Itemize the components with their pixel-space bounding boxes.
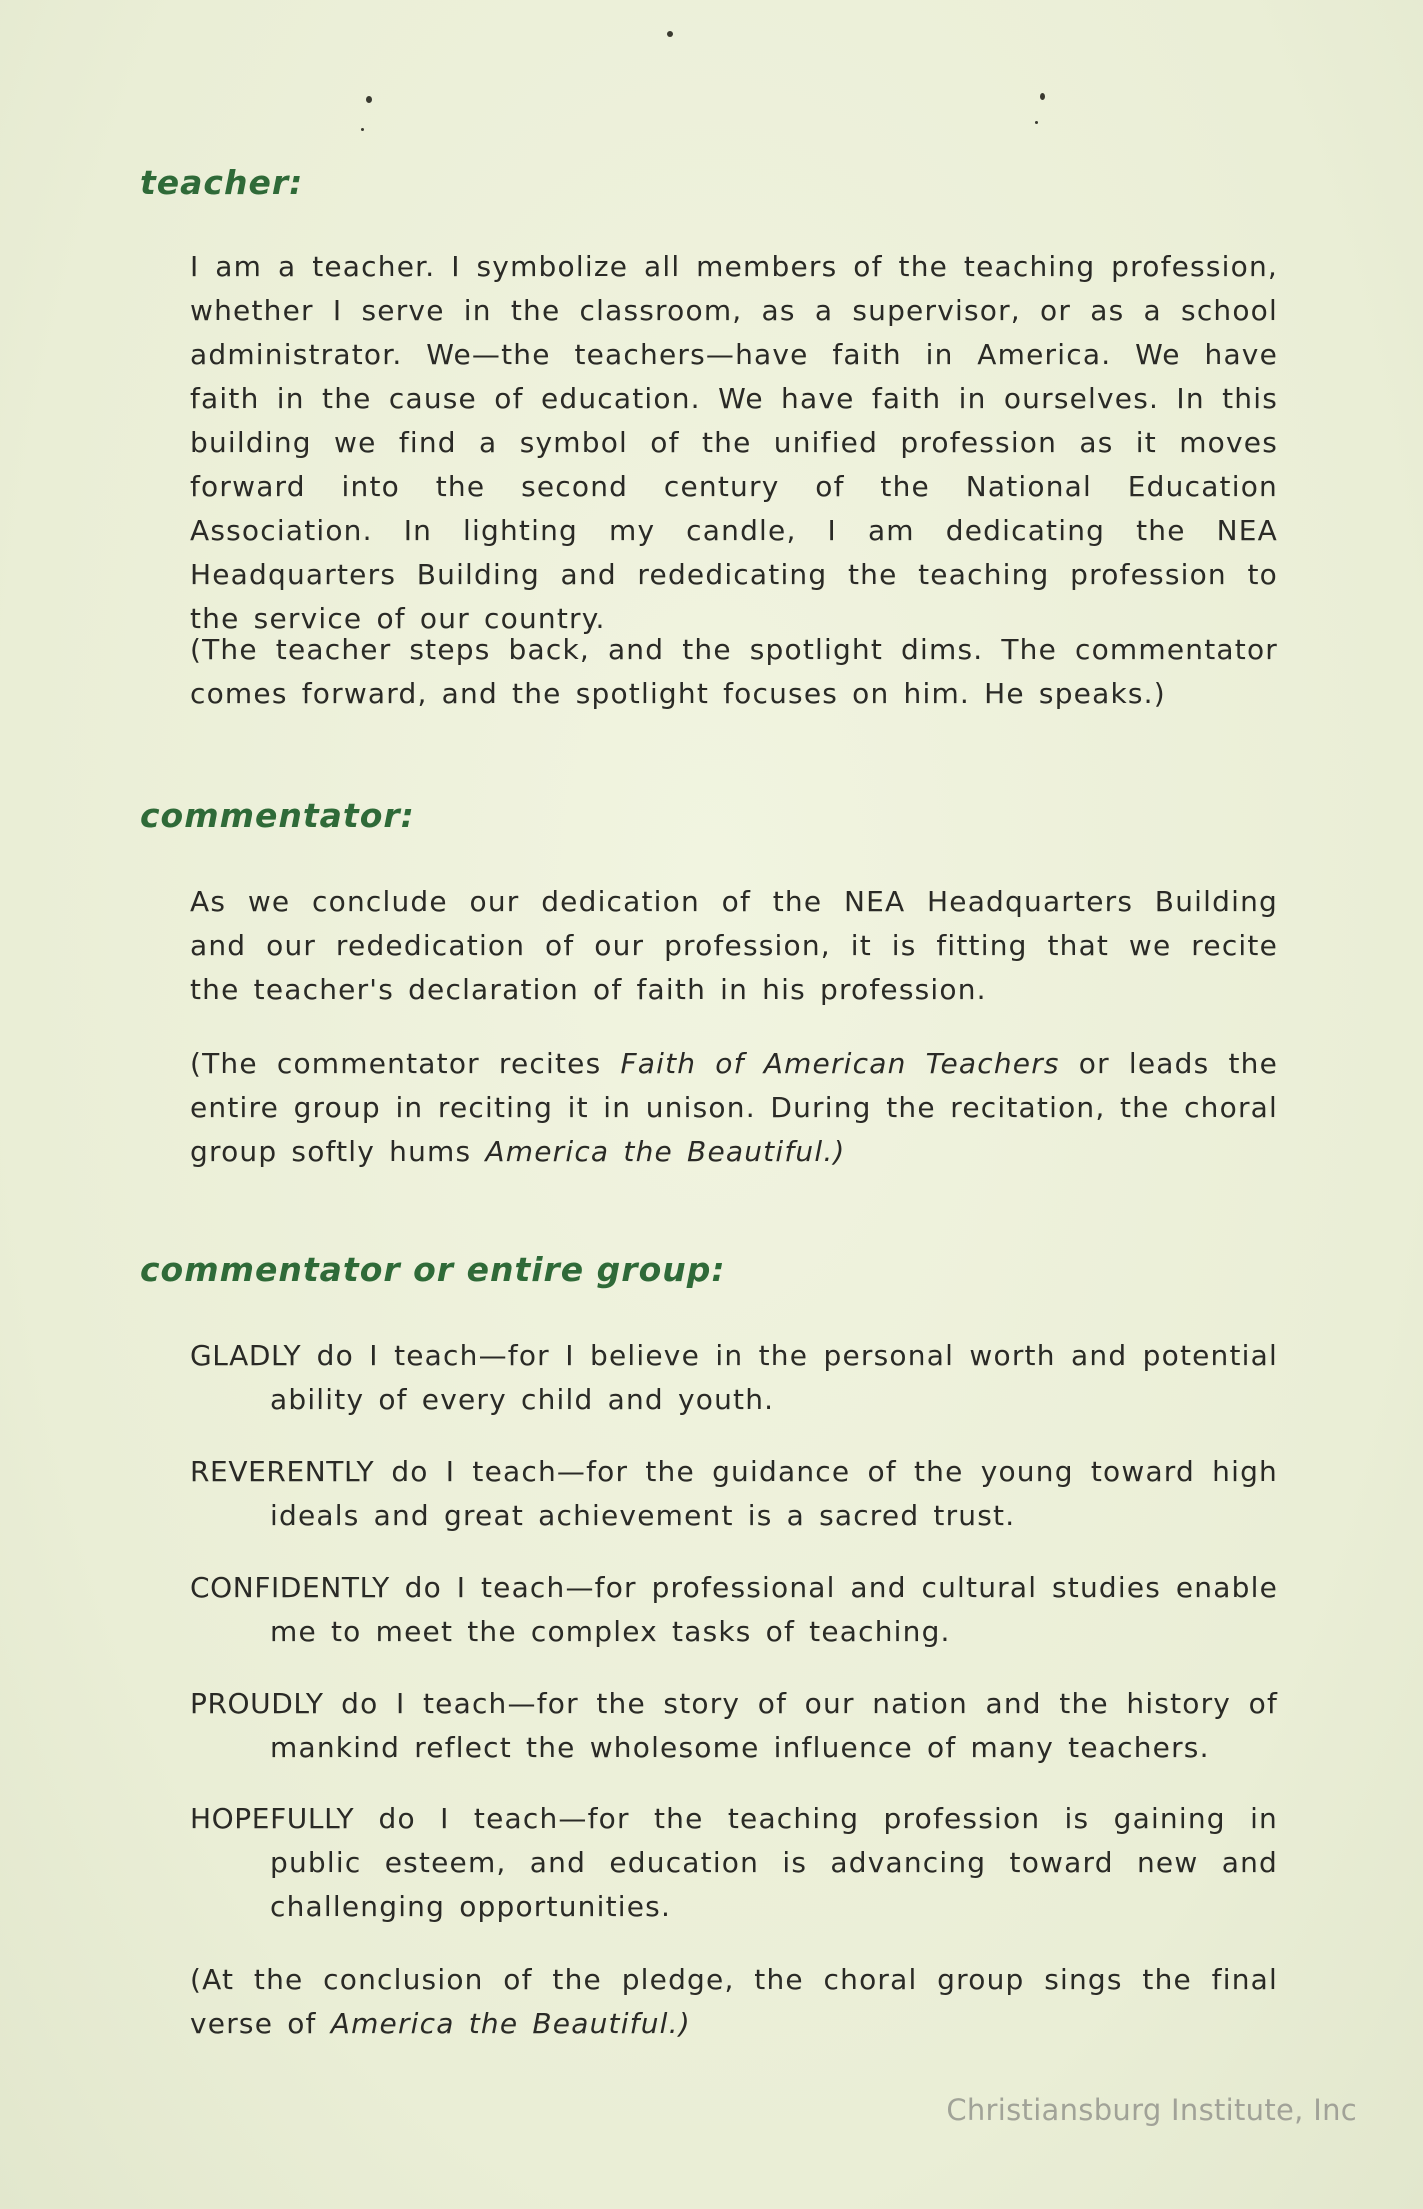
pledge-item [190, 1334, 1278, 1422]
pledge-text: do I teach—for the teaching profession is gaining in public esteem, and education is advancing toward new and challenging opportunities. [270, 1802, 1278, 1923]
pledge-text: do I teach—for I believe in the personal worth and potential ability of every child and youth. [270, 1339, 1278, 1416]
direction-song: America the Beautiful.) [485, 1135, 846, 1168]
direction-text: or leads the entire group in reciting it in unison. During the recitation, the choral group softly hums [190, 1047, 1278, 1168]
speck-mark [361, 128, 364, 131]
closing-song: America the Beautiful.) [330, 2007, 691, 2040]
teacher-heading: teacher: [140, 163, 304, 202]
pledge-keyword: REVERENTLY [190, 1455, 375, 1488]
commentator-heading: commentator: [140, 796, 415, 835]
speck-mark [667, 31, 673, 37]
speck-mark [1040, 93, 1045, 100]
pledge-item [190, 1797, 1278, 1929]
pledge-keyword: CONFIDENTLY [190, 1571, 390, 1604]
direction-title: Faith of American Teachers [620, 1047, 1060, 1080]
direction-text: (The commentator recites [190, 1047, 621, 1080]
speck-mark [1035, 121, 1038, 124]
commentator-speech: As we conclude our dedication of the NEA Headquarters Building and our rededication of our profession, it is fitting that we recite the teacher's declaration of faith in his profession. [190, 885, 1278, 1006]
speck-mark [366, 96, 372, 103]
pledge-item [190, 1682, 1278, 1770]
commentator-stage-direction [190, 1042, 1278, 1174]
pledge-text: do I teach—for the story of our nation and the history of mankind reflect the wholesome influence of many teachers. [270, 1687, 1278, 1764]
pledge-keyword: HOPEFULLY [190, 1802, 355, 1835]
closing-stage-direction [190, 1958, 1278, 2046]
pledge-item [190, 1566, 1278, 1654]
watermark: Christiansburg Institute, Inc [946, 2093, 1357, 2127]
pledge-item [190, 1450, 1278, 1538]
pledge-text: do I teach—for the guidance of the young toward high ideals and great achievement is a sacred trust. [270, 1455, 1278, 1532]
pledge-keyword: PROUDLY [190, 1687, 324, 1720]
pledge-keyword: GLADLY [190, 1339, 302, 1372]
teacher-speech: I am a teacher. I symbolize all members of the teaching profession, whether I serve in the classroom, as a supervisor, or as a school administrator. We—the teachers—have faith in America. We have faith in the cause of education. We have faith in ourselves. In this building we find a symbol of the unified profession as it moves forward into the second century of the National Education Association. In lighting my candle, I am dedicating the NEA Headquarters Building and rededicating the teaching profession to the service of our country. [190, 250, 1278, 635]
teacher-stage-direction: (The teacher steps back, and the spotlight dims. The commentator comes forward, and the spotlight focuses on him. He speaks.) [190, 633, 1278, 710]
group-heading: commentator or entire group: [140, 1250, 726, 1289]
closing-text: (At the conclusion of the pledge, the choral group sings the final verse of [190, 1963, 1278, 2040]
pledge-text: do I teach—for professional and cultural studies enable me to meet the complex tasks of teaching. [270, 1571, 1278, 1648]
